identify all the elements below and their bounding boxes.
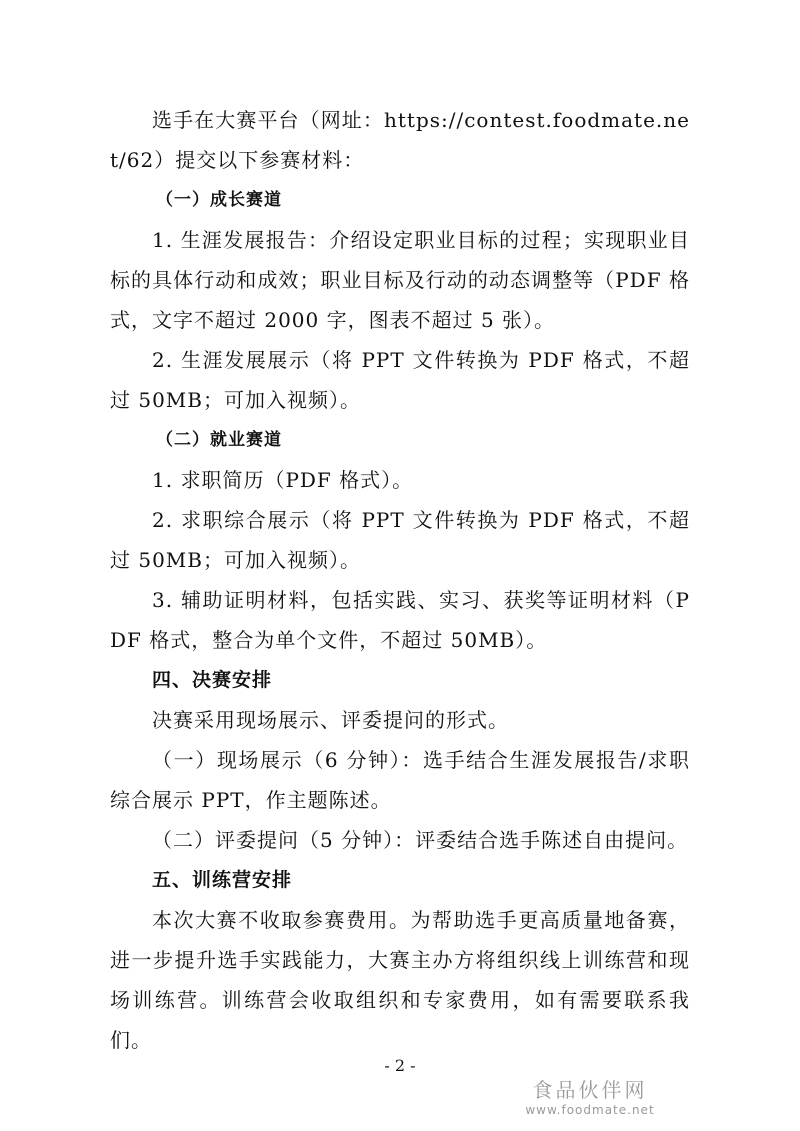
paragraph-employment-item-3: 3. 辅助证明材料，包括实践、实习、获奖等证明材料（PDF 格式，整合为单个文件，不超过 50MB）。 [110, 588, 690, 652]
paragraph-growth-item-2: 2. 生涯发展展示（将 PPT 文件转换为 PDF 格式，不超过 50MB；可加入视频）。 [110, 348, 690, 412]
heading-training-camp: 五、训练营安排 [152, 869, 293, 891]
heading-employment-track: （二）就业赛道 [156, 430, 282, 450]
document-body [110, 100, 690, 1060]
paragraph-employment-item-2: 2. 求职综合展示（将 PPT 文件转换为 PDF 格式，不超过 50MB；可加入视频）。 [110, 508, 690, 572]
paragraph-employment-item-1: 1. 求职简历（PDF 格式）。 [152, 468, 414, 492]
paragraph-growth-item-1: 1. 生涯发展报告：介绍设定职业目标的过程；实现职业目标的具体行动和成效；职业目标及行动的动态调整等（PDF 格式，文字不超过 2000 字，图表不超过 5 张）。 [110, 228, 690, 332]
paragraph-intro: 选手在大赛平台（网址：https://contest.foodmate.net/62）提交以下参赛材料： [110, 108, 690, 172]
watermark-title: 食品伙伴网 [532, 1078, 648, 1102]
paragraph-training-camp: 本次大赛不收取参赛费用。为帮助选手更高质量地备赛，进一步提升选手实践能力，大赛主办方将组织线上训练营和现场训练营。训练营会收取组织和专家费用，如有需要联系我们。 [110, 908, 690, 1052]
watermark-logo [510, 1078, 670, 1118]
heading-finals: 四、决赛安排 [152, 669, 273, 691]
paragraph-finals-presentation: （一）现场展示（6 分钟）：选手结合生涯发展报告/求职综合展示 PPT，作主题陈述。 [110, 748, 690, 812]
paragraph-finals-questions: （二）评委提问（5 分钟）：评委结合选手陈述自由提问。 [152, 828, 689, 852]
paragraph-finals-format: 决赛采用现场展示、评委提问的形式。 [152, 708, 509, 732]
heading-growth-track: （一）成长赛道 [156, 190, 282, 210]
page-number: - 2 - [384, 1056, 416, 1075]
watermark-url: www.foodmate.net [525, 1103, 655, 1117]
